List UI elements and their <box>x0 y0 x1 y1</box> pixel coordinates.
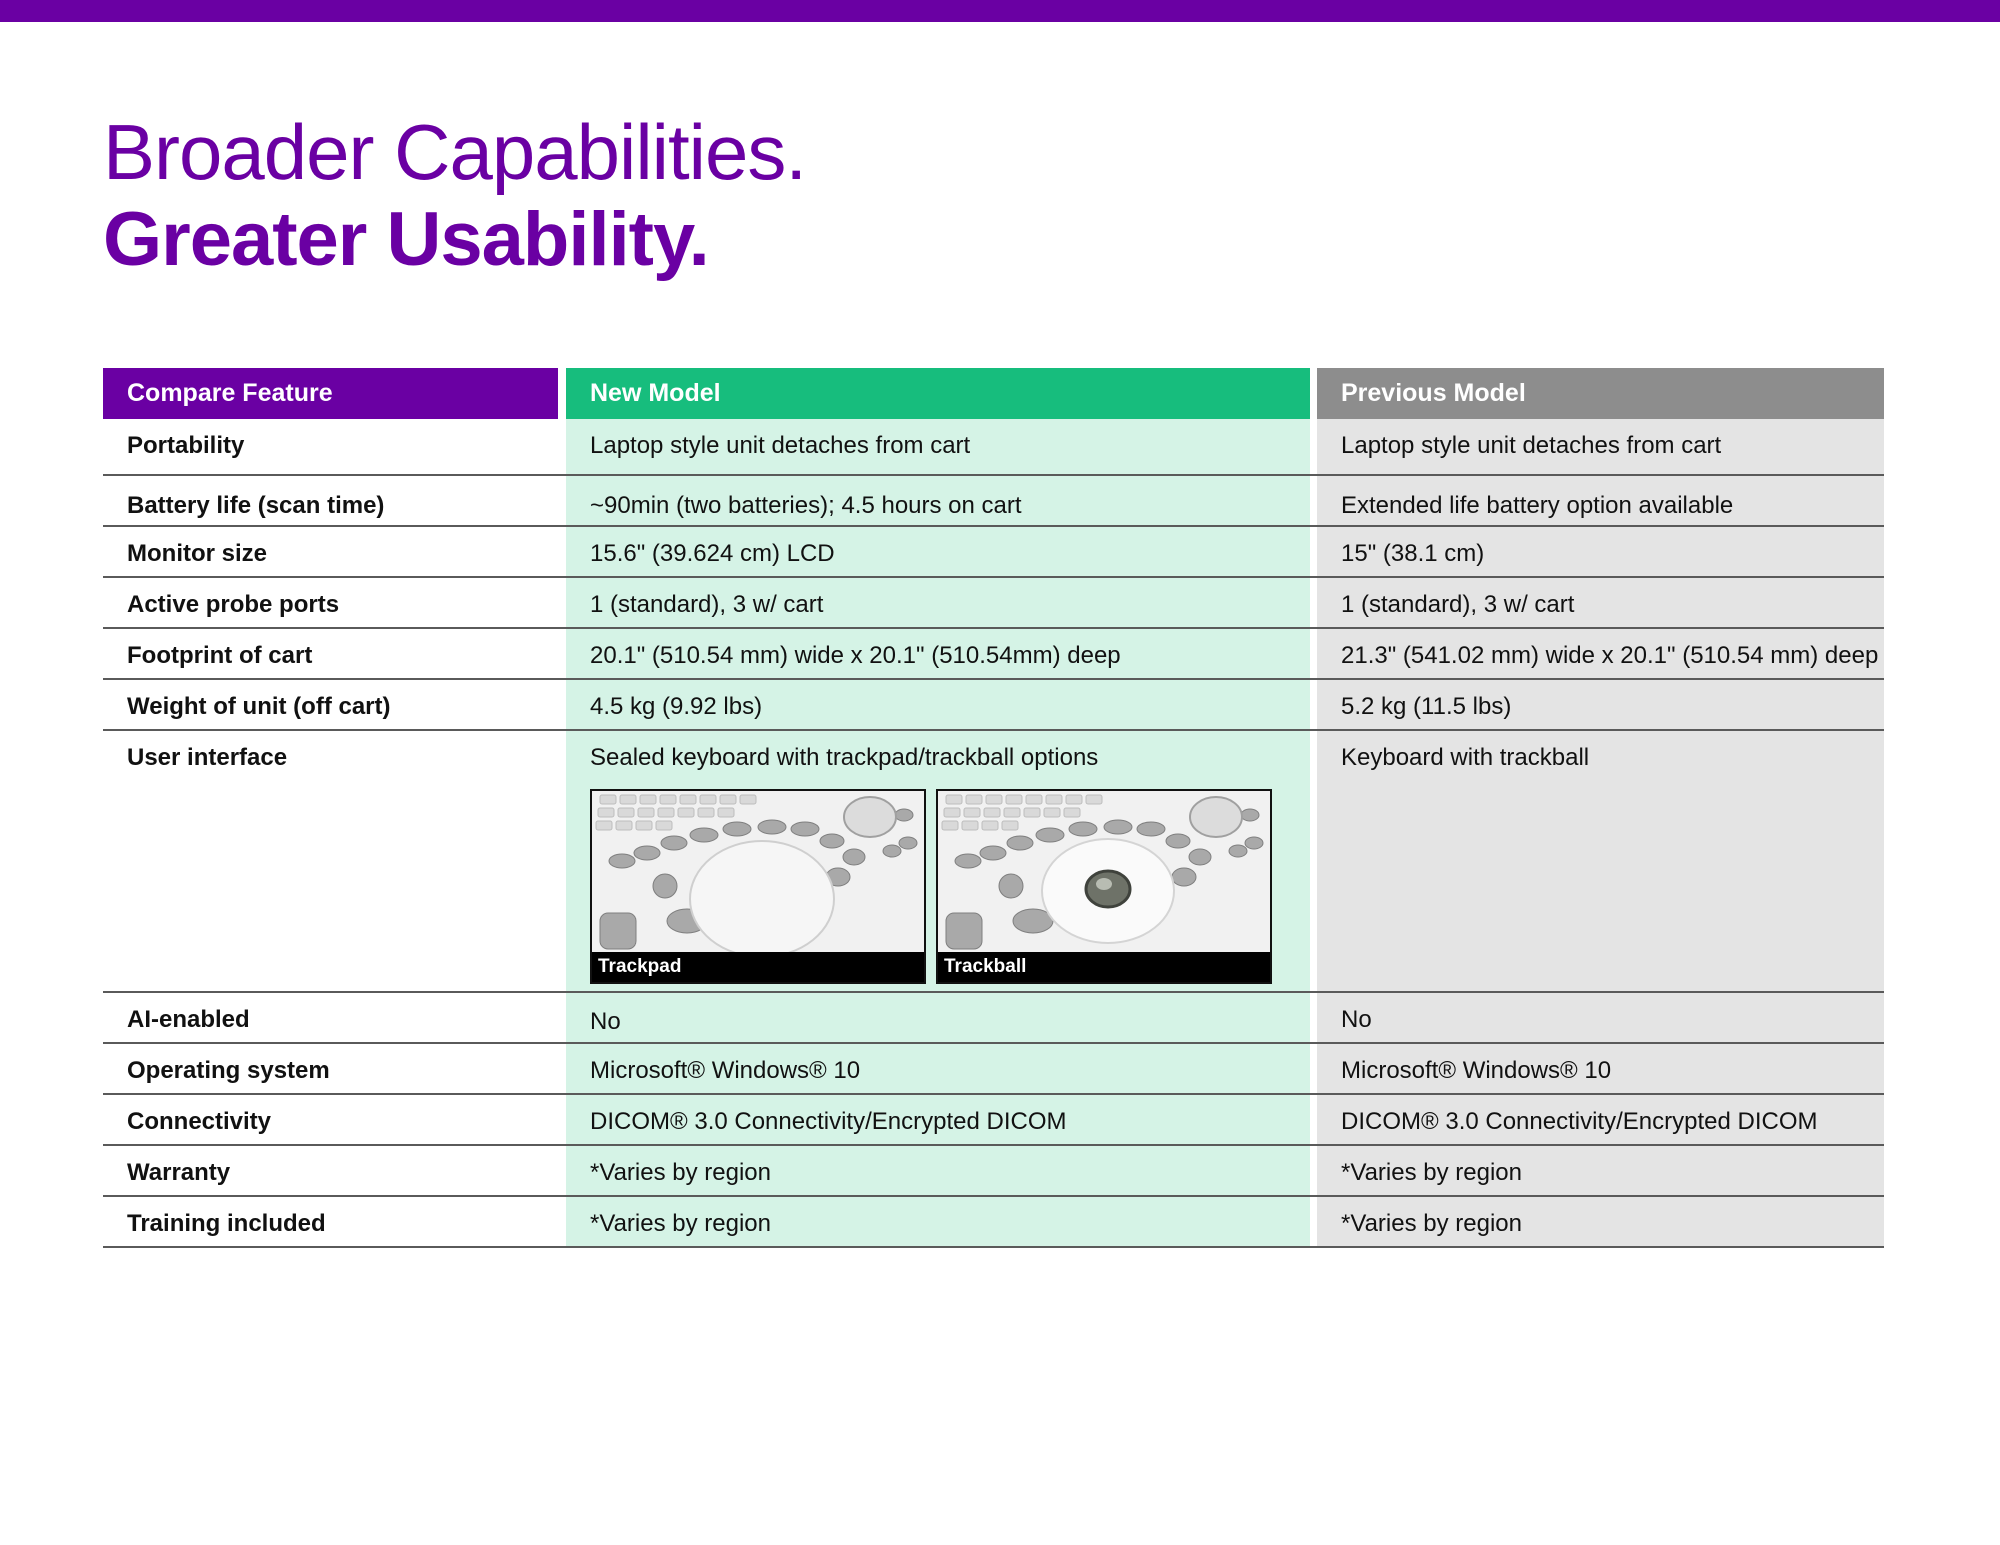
previous-model-value: Microsoft® Windows® 10 <box>1317 1044 1884 1095</box>
previous-model-value: 15" (38.1 cm) <box>1317 527 1884 578</box>
top-accent-bar <box>0 0 2000 22</box>
new-model-ui-text: Sealed keyboard with trackpad/trackball options <box>590 744 1099 771</box>
ui-image-pair <box>590 789 1310 984</box>
table-row <box>103 1044 1884 1095</box>
new-model-value: Laptop style unit detaches from cart <box>566 419 1310 476</box>
feature-label: Connectivity <box>127 1108 272 1135</box>
trackpad-image <box>590 789 926 984</box>
new-model-value: ~90min (two batteries); 4.5 hours on cart <box>566 476 1310 527</box>
feature-label: Portability <box>127 432 245 459</box>
previous-model-value: Extended life battery option available <box>1317 476 1884 527</box>
previous-model-value: 1 (standard), 3 w/ cart <box>1317 578 1884 629</box>
trackball-image <box>936 789 1272 984</box>
new-model-value: *Varies by region <box>566 1197 1310 1248</box>
comparison-table <box>103 368 1884 1248</box>
page-headline <box>103 108 806 284</box>
table-row <box>103 1146 1884 1197</box>
new-model-value: 1 (standard), 3 w/ cart <box>566 578 1310 629</box>
header-compare-feature: Compare Feature <box>103 368 558 419</box>
headline-line-1: Broader Capabilities. <box>103 108 807 196</box>
row-divider <box>103 1246 1884 1248</box>
feature-label: Weight of unit (off cart) <box>127 693 391 720</box>
table-row <box>103 1197 1884 1248</box>
new-model-value: Microsoft® Windows® 10 <box>566 1044 1310 1095</box>
table-row <box>103 419 1884 476</box>
table-row <box>103 1095 1884 1146</box>
headline-line-2: Greater Usability. <box>103 197 709 282</box>
new-model-value <box>566 731 1310 993</box>
feature-label: Battery life (scan time) <box>127 492 385 519</box>
trackpad-caption: Trackpad <box>592 952 924 982</box>
table-row <box>103 578 1884 629</box>
trackball-caption: Trackball <box>938 952 1270 982</box>
previous-model-value: Keyboard with trackball <box>1317 731 1884 993</box>
table-row <box>103 629 1884 680</box>
previous-model-value: *Varies by region <box>1317 1197 1884 1248</box>
table-row-user-interface <box>103 731 1884 993</box>
feature-label: Warranty <box>127 1159 231 1186</box>
feature-label: Monitor size <box>127 540 268 567</box>
table-row <box>103 993 1884 1044</box>
feature-label: User interface <box>127 744 288 771</box>
new-model-value: *Varies by region <box>566 1146 1310 1197</box>
table-row <box>103 680 1884 731</box>
table-row <box>103 476 1884 527</box>
new-model-value: DICOM® 3.0 Connectivity/Encrypted DICOM <box>566 1095 1310 1146</box>
new-model-value: No <box>566 993 1310 1044</box>
previous-model-value: DICOM® 3.0 Connectivity/Encrypted DICOM <box>1317 1095 1884 1146</box>
previous-model-value: No <box>1317 993 1884 1044</box>
previous-model-value: *Varies by region <box>1317 1146 1884 1197</box>
previous-model-value: Laptop style unit detaches from cart <box>1317 419 1884 476</box>
previous-model-value: 21.3" (541.02 mm) wide x 20.1" (510.54 mm) deep <box>1317 629 1884 680</box>
new-model-value: 20.1" (510.54 mm) wide x 20.1" (510.54mm) deep <box>566 629 1310 680</box>
feature-label: Operating system <box>127 1057 330 1084</box>
feature-label: AI-enabled <box>127 1006 250 1033</box>
previous-model-value: 5.2 kg (11.5 lbs) <box>1317 680 1884 731</box>
feature-label: Active probe ports <box>127 591 340 618</box>
table-row <box>103 527 1884 578</box>
header-previous-model: Previous Model <box>1317 368 1884 419</box>
new-model-value: 4.5 kg (9.92 lbs) <box>566 680 1310 731</box>
header-new-model: New Model <box>566 368 1310 419</box>
new-model-value: 15.6" (39.624 cm) LCD <box>566 527 1310 578</box>
feature-label: Training included <box>127 1210 326 1237</box>
feature-label: Footprint of cart <box>127 642 313 669</box>
table-header-row <box>103 368 1884 419</box>
